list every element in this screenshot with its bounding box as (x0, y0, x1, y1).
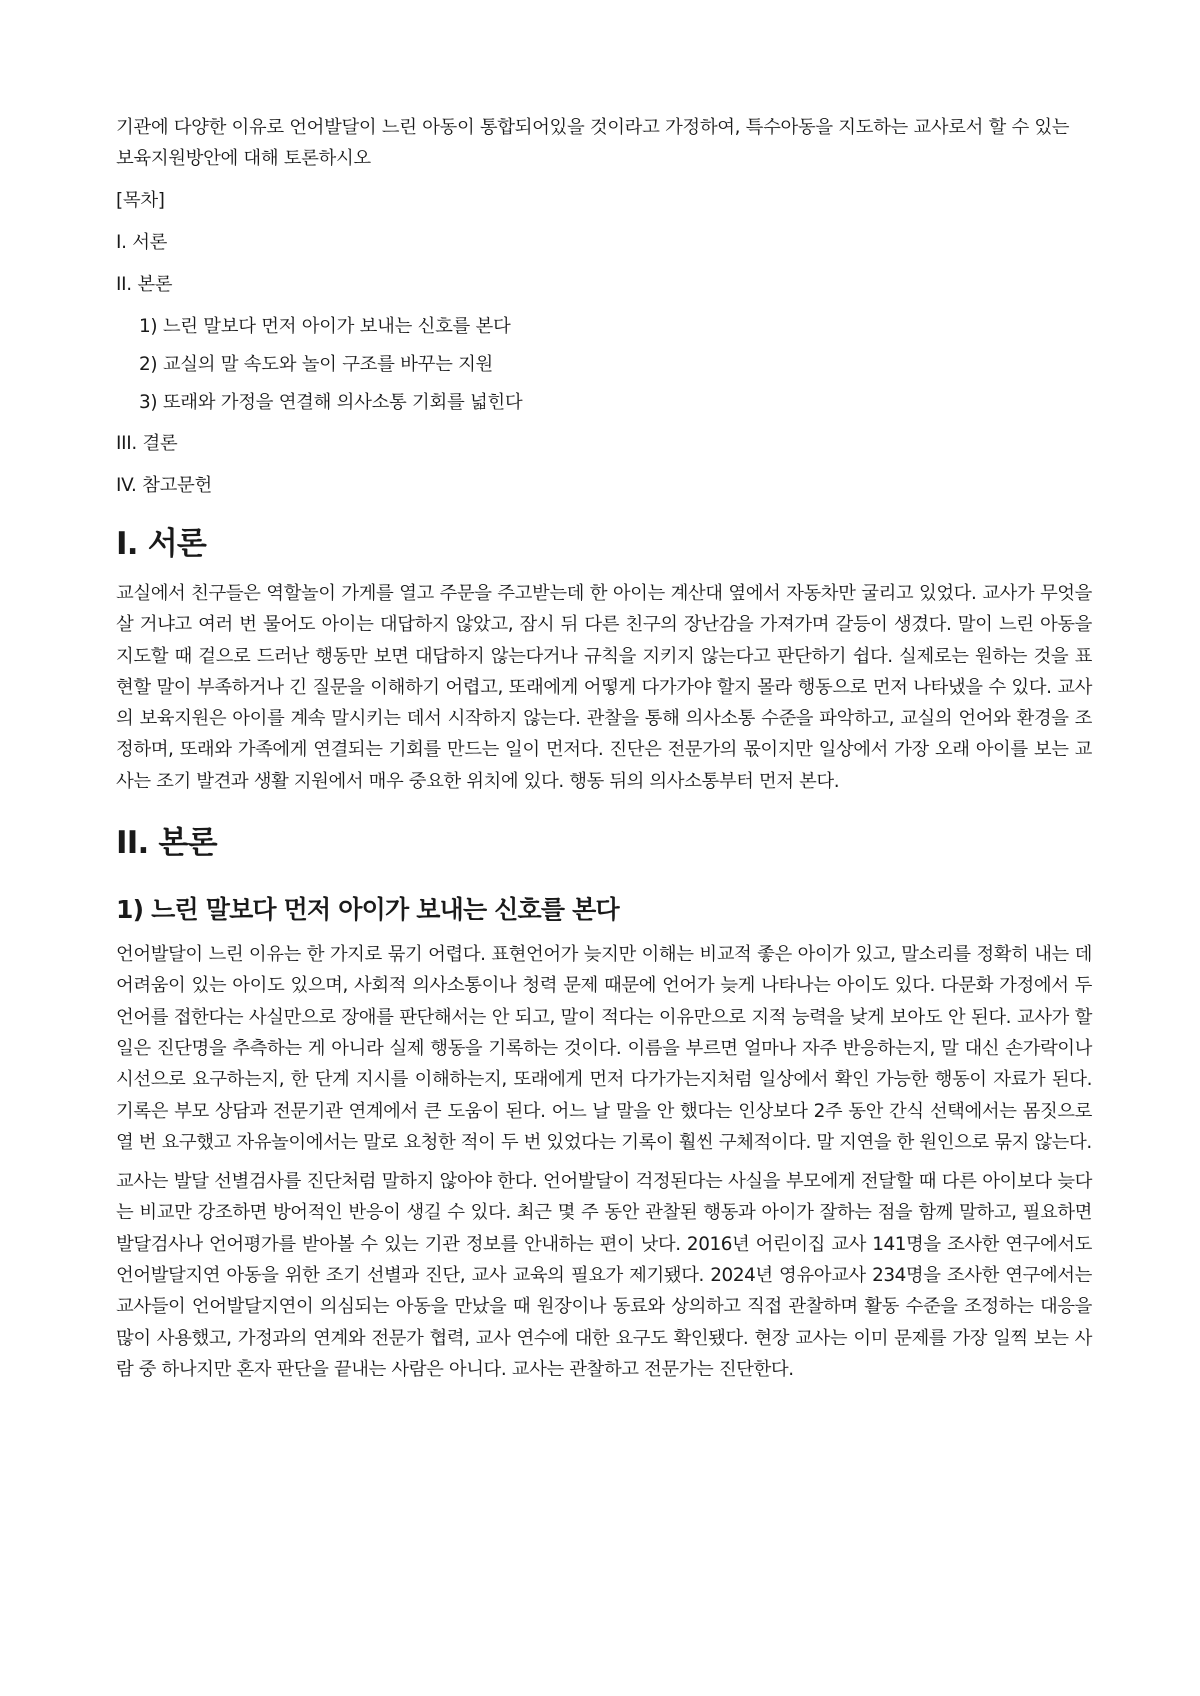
section-1-paragraph-2: 교사는 발달 선별검사를 진단처럼 말하지 않아야 한다. 언어발달이 걱정된다는 사실을 부모에게 전달할 때 다른 아이보다 늦다는 비교만 강조하면 방어적인 반응이 생길 수 있다. 최근 몇 주 동안 관찰된 행동과 아이가 잘하는 점을 함께 말하고, 필요하면 발달검사나 언어평가를 받아볼 수 있는 기관 정보를 안내하는 편이 낫다. 2016년 어린이집 교사 141명을 조사한 연구에서도 언어발달지연 아동을 위한 조기 선별과 진단, 교사 교육의 필요가 제기됐다. 2024년 영유아교사 234명을 조사한 연구에서는 교사들이 언어발달지연이 의심되는 아동을 만났을 때 원장이나 동료와 상의하고 직접 관찰하며 활동 수준을 조정하는 대응을 많이 사용했고, 가정과의 연계와 전문가 협력, 교사 연수에 대한 요구도 확인됐다. 현장 교사는 이미 문제를 가장 일찍 보는 사람 중 하나지만 혼자 판단을 끝내는 사람은 아니다. 교사는 관찰하고 전문가는 진단한다. (116, 1171, 1092, 1380)
toc-item-body-1: 1) 느린 말보다 먼저 아이가 보내는 신호를 본다 (139, 316, 511, 337)
toc-item-intro: I. 서론 (116, 232, 168, 253)
toc-item-body: II. 본론 (116, 274, 173, 295)
intro-paragraph: 교실에서 친구들은 역할놀이 가게를 열고 주문을 주고받는데 한 아이는 계산대 옆에서 자동차만 굴리고 있었다. 교사가 무엇을 살 거냐고 여러 번 물어도 아이는 대답하지 않았고, 잠시 뒤 다른 친구의 장난감을 가져가며 갈등이 생겼다. 말이 느린 아동을 지도할 때 겉으로 드러난 행동만 보면 대답하지 않는다거나 규칙을 지키지 않는다고 판단하기 쉽다. 실제로는 원하는 것을 표현할 말이 부족하거나 긴 질문을 이해하기 어렵고, 또래에게 어떻게 다가가야 할지 몰라 행동으로 먼저 나타냈을 수 있다. 교사의 보육지원은 아이를 계속 말시키는 데서 시작하지 않는다. 관찰을 통해 의사소통 수준을 파악하고, 교실의 언어와 환경을 조정하며, 또래와 가족에게 연결되는 기회를 만드는 일이 먼저다. 진단은 전문가의 몫이지만 일상에서 가장 오래 아이를 보는 교사는 조기 발견과 생활 지원에서 매우 중요한 위치에 있다. 행동 뒤의 의사소통부터 먼저 본다. (116, 583, 1092, 792)
section-1-paragraph-1: 언어발달이 느린 이유는 한 가지로 묶기 어렵다. 표현언어가 늦지만 이해는 비교적 좋은 아이가 있고, 말소리를 정확히 내는 데 어려움이 있는 아이도 있으며, 사회적 의사소통이나 청력 문제 때문에 언어가 늦게 나타나는 아이도 있다. 다문화 가정에서 두 언어를 접한다는 사실만으로 장애를 판단해서는 안 되고, 말이 적다는 이유만으로 지적 능력을 낮게 보아도 안 된다. 교사가 할 일은 진단명을 추측하는 게 아니라 실제 행동을 기록하는 것이다. 이름을 부르면 얼마나 자주 반응하는지, 말 대신 손가락이나 시선으로 요구하는지, 한 단계 지시를 이해하는지, 또래에게 먼저 다가가는지처럼 일상에서 확인 가능한 행동이 자료가 된다. 기록은 부모 상담과 전문기관 연계에서 큰 도움이 된다. 어느 날 말을 안 했다는 인상보다 2주 동안 간식 선택에서는 몸짓으로 열 번 요구했고 자유놀이에서는 말로 요청한 적이 두 번 있었다는 기록이 훨씬 구체적이다. 말 지연을 한 원인으로 묶지 않는다. (116, 944, 1092, 1153)
toc-heading: [목차] (116, 190, 165, 211)
toc-item-references: IV. 참고문헌 (116, 475, 212, 496)
section-1-heading: 1) 느린 말보다 먼저 아이가 보내는 신호를 본다 (116, 895, 619, 925)
assignment-question: 기관에 다양한 이유로 언어발달이 느린 아동이 통합되어있을 것이라고 가정하여, 특수아동을 지도하는 교사로서 할 수 있는 보육지원방안에 대해 토론하시오 (116, 117, 1070, 169)
toc-item-body-3: 3) 또래와 가정을 연결해 의사소통 기회를 넓힌다 (139, 392, 523, 413)
intro-heading: I. 서론 (116, 526, 206, 562)
toc-item-body-2: 2) 교실의 말 속도와 놀이 구조를 바꾸는 지원 (139, 354, 494, 375)
table-of-contents (116, 188, 1092, 498)
toc-item-conclusion: III. 결론 (116, 433, 178, 454)
body-heading: II. 본론 (116, 825, 217, 862)
